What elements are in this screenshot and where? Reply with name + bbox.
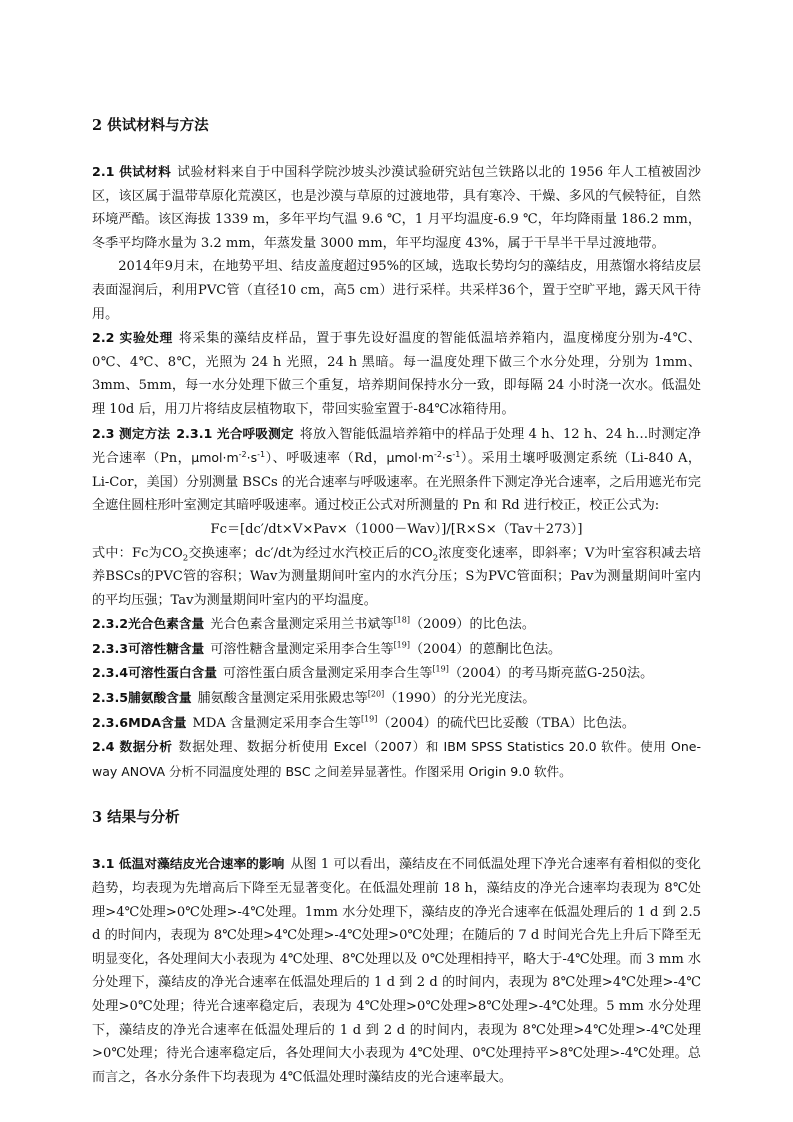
citation-ref[interactable]: [19] bbox=[432, 665, 449, 675]
formula-explanation: 式中：Fc为$CO_2$交换速率；dc′/dt为经过水汽校正后的$CO_2$浓度变化速率，即斜率；V为叶室容积减去培养BSCs的PVC管的容积；Wav为测量期间叶室内的水汽分压；S为PVC管面积；Pav为测量期间叶室内的平均压强；Tav为测量期间叶室内的平均温度。 bbox=[92, 545, 701, 608]
paragraph-2-4: 2.4 数据分析 数据处理、数据分析使用 Excel（2007）和 IBM SPSS Statistics 20.0 软件。使用 One-way ANOVA 分析不同温度处理的 BSC 之间差异显著性。作图采用 Origin 9.0 软件。 bbox=[92, 739, 701, 779]
text-3-1: 从图 1 可以看出，藻结皮在不同低温处理下净光合速率有着相似的变化趋势，均表现为先增高后下降至无显著变化。在低温处理前 18 h，藻结皮的净光合速率均表现为 8℃处理>4℃处理>0℃处理>-4℃处理。1mm 水分处理下，藻结皮的净光合速率在低温处理后的 1 d 到 2.5 d 的时间内，表现为 8℃处理>4℃处理>-4℃处理>0℃处理；在随后的 7 d 时间光合先上升后下降至无明显变化，各处理间大小表现为 4℃处理、8℃处理以及 0℃处理相持平，略大于-4℃处理。而 3 mm 水分处理下，藻结皮的净光合速率在低温处理后的 1 d 到 2 d 的时间内，表现为 8℃处理>4℃处理>-4℃处理>0℃处理；待光合速率稳定后，表现为 4℃处理>0℃处理>8℃处理>-4℃处理。5 mm 水分处理下，藻结皮的净光合速率在低温处理后的 1 d 到 2 d 的时间内，表现为 8℃处理>4℃处理>-4℃处理>0℃处理；待光合速率稳定后，各处理间大小表现为 4℃处理、0℃处理持平>8℃处理>-4℃处理。总而言之，各水分条件下均表现为 4℃低温处理时藻结皮的光合速率最大。 bbox=[92, 857, 701, 1085]
paragraph-2-1-sampling: 2014年9月末，在地势平坦、结皮盖度超过95%的区域，选取长势均匀的藻结皮，用蒸馏水将结皮层表面湿润后，利用PVC管（直径10 cm，高5 cm）进行采样。共采样36个，置于空旷平地，露天风干待用。 bbox=[92, 259, 701, 322]
heading-2-3-1: 2.3.1 光合呼吸测定 bbox=[176, 425, 294, 441]
heading-2-2: 2.2 实验处理 bbox=[92, 330, 173, 346]
text-2-3-1c: ）。采用土壤呼吸测定系统（Li-840 A，Li-Cor，美国）分别测量 BSCs 的光合速率与呼吸速率。在光照条件下测定净光合速率，之后用遮光布完全遮住圆柱形叶室测定其暗呼吸速率。通过校正公式对所测量的 Pn 和 Rd 进行校正，校正公式为: bbox=[92, 451, 701, 514]
heading-2-1: 2.1 供试材料 bbox=[92, 164, 172, 179]
correction-formula: Fc＝[dc′/dt×V×Pav×（1000－Wav）]/[R×S×（Tav＋273）] bbox=[210, 521, 583, 537]
section-3-heading: 3 结果与分析 bbox=[92, 809, 180, 827]
paragraph-2-3 bbox=[92, 422, 701, 518]
paragraph-2-3-2: 2.3.2光合色素含量 光合色素含量测定采用兰书斌等[18]（2009）的比色法。 bbox=[92, 615, 535, 633]
section-2-heading: 2 供试材料与方法 bbox=[92, 117, 209, 134]
text-2-3-1b: ）、呼吸速率（Rd， bbox=[265, 451, 387, 467]
heading-2-3-4: 2.3.4可溶性蛋白含量 bbox=[92, 665, 217, 681]
citation-ref[interactable]: [19] bbox=[393, 640, 410, 650]
paragraph-2-3-3: 2.3.3可溶性糖含量 可溶性糖含量测定采用李合生等[19]（2004）的蒽酮比色法。 bbox=[92, 640, 562, 657]
unit-pn: $\mu mol\cdot m^{-2}\cdot s^{-1}$ bbox=[191, 449, 266, 466]
heading-2-3-6: 2.3.6MDA含量 bbox=[92, 714, 187, 730]
paragraph-2-1 bbox=[92, 160, 701, 255]
citation-ref[interactable]: [19] bbox=[360, 714, 378, 724]
paragraph-2-3-5: 2.3.5脯氨酸含量 脯氨酸含量测定采用张殿忠等[20]（1990）的分光光度法。 bbox=[92, 689, 536, 707]
heading-2-4: 2.4 数据分析 bbox=[92, 739, 173, 755]
citation-ref[interactable]: [18] bbox=[393, 615, 410, 625]
text-2-3-1a: 将放入智能低温培养箱中的样品于处理 4 h、12 h、24 h…时测定净光合速率（Pn， bbox=[92, 426, 701, 467]
unit-rd: $\mu mol\cdot m^{-2}\cdot s^{-1}$ bbox=[386, 449, 461, 466]
paragraph-3-1 bbox=[92, 852, 701, 1089]
heading-2-3-2: 2.3.2光合色素含量 bbox=[92, 616, 205, 632]
text-2-1: 试验材料来自于中国科学院沙坡头沙漠试验研究站包兰铁路以北的 1956 年人工植被固沙区，该区属于温带草原化荒漠区，也是沙漠与草原的过渡地带，具有寒冷、干燥、多风的气候特征，自然环境严酷。该区海拔 1339 m，多年平均气温 9.6 ℃，1 月平均温度-6.9 ℃，年均降雨量 186.2 mm，冬季平均降水量为 3.2 mm，年蒸发量 3000 mm，年平均湿度 43%，属于干旱半干旱过渡地带。 bbox=[92, 165, 701, 251]
text-2-2: 将采集的藻结皮样品，置于事先设好温度的智能低温培养箱内，温度梯度分别为-4℃、0℃、4℃、8℃，光照为 24 h 光照，24 h 黑暗。每一温度处理下做三个水分处理，分别为 1mm、3mm、5mm，每一水分处理下做三个重复，培养期间保持水分一致，即每隔 24 小时浇一次水。低温处理 10d 后，用刀片将结皮层植物取下，带回实验室置于-84℃冰箱待用。 bbox=[92, 331, 701, 417]
paragraph-2-3-4: 2.3.4可溶性蛋白含量 可溶性蛋白质含量测定采用李合生等[19]（2004）的考马斯亮蓝G-250法。 bbox=[92, 665, 654, 682]
paragraph-2-2 bbox=[92, 326, 701, 421]
heading-2-3: 2.3 测定方法 bbox=[92, 425, 171, 441]
citation-ref[interactable]: [20] bbox=[367, 689, 385, 699]
heading-2-3-5: 2.3.5脯氨酸含量 bbox=[92, 690, 192, 706]
paragraph-2-3-6: 2.3.6MDA含量 MDA 含量测定采用李合生等[19]（2004）的硫代巴比妥酸（TBA）比色法。 bbox=[92, 714, 635, 731]
heading-3-1: 3.1 低温对藻结皮光合速率的影响 bbox=[92, 856, 285, 872]
heading-2-3-3: 2.3.3可溶性糖含量 bbox=[92, 640, 205, 656]
